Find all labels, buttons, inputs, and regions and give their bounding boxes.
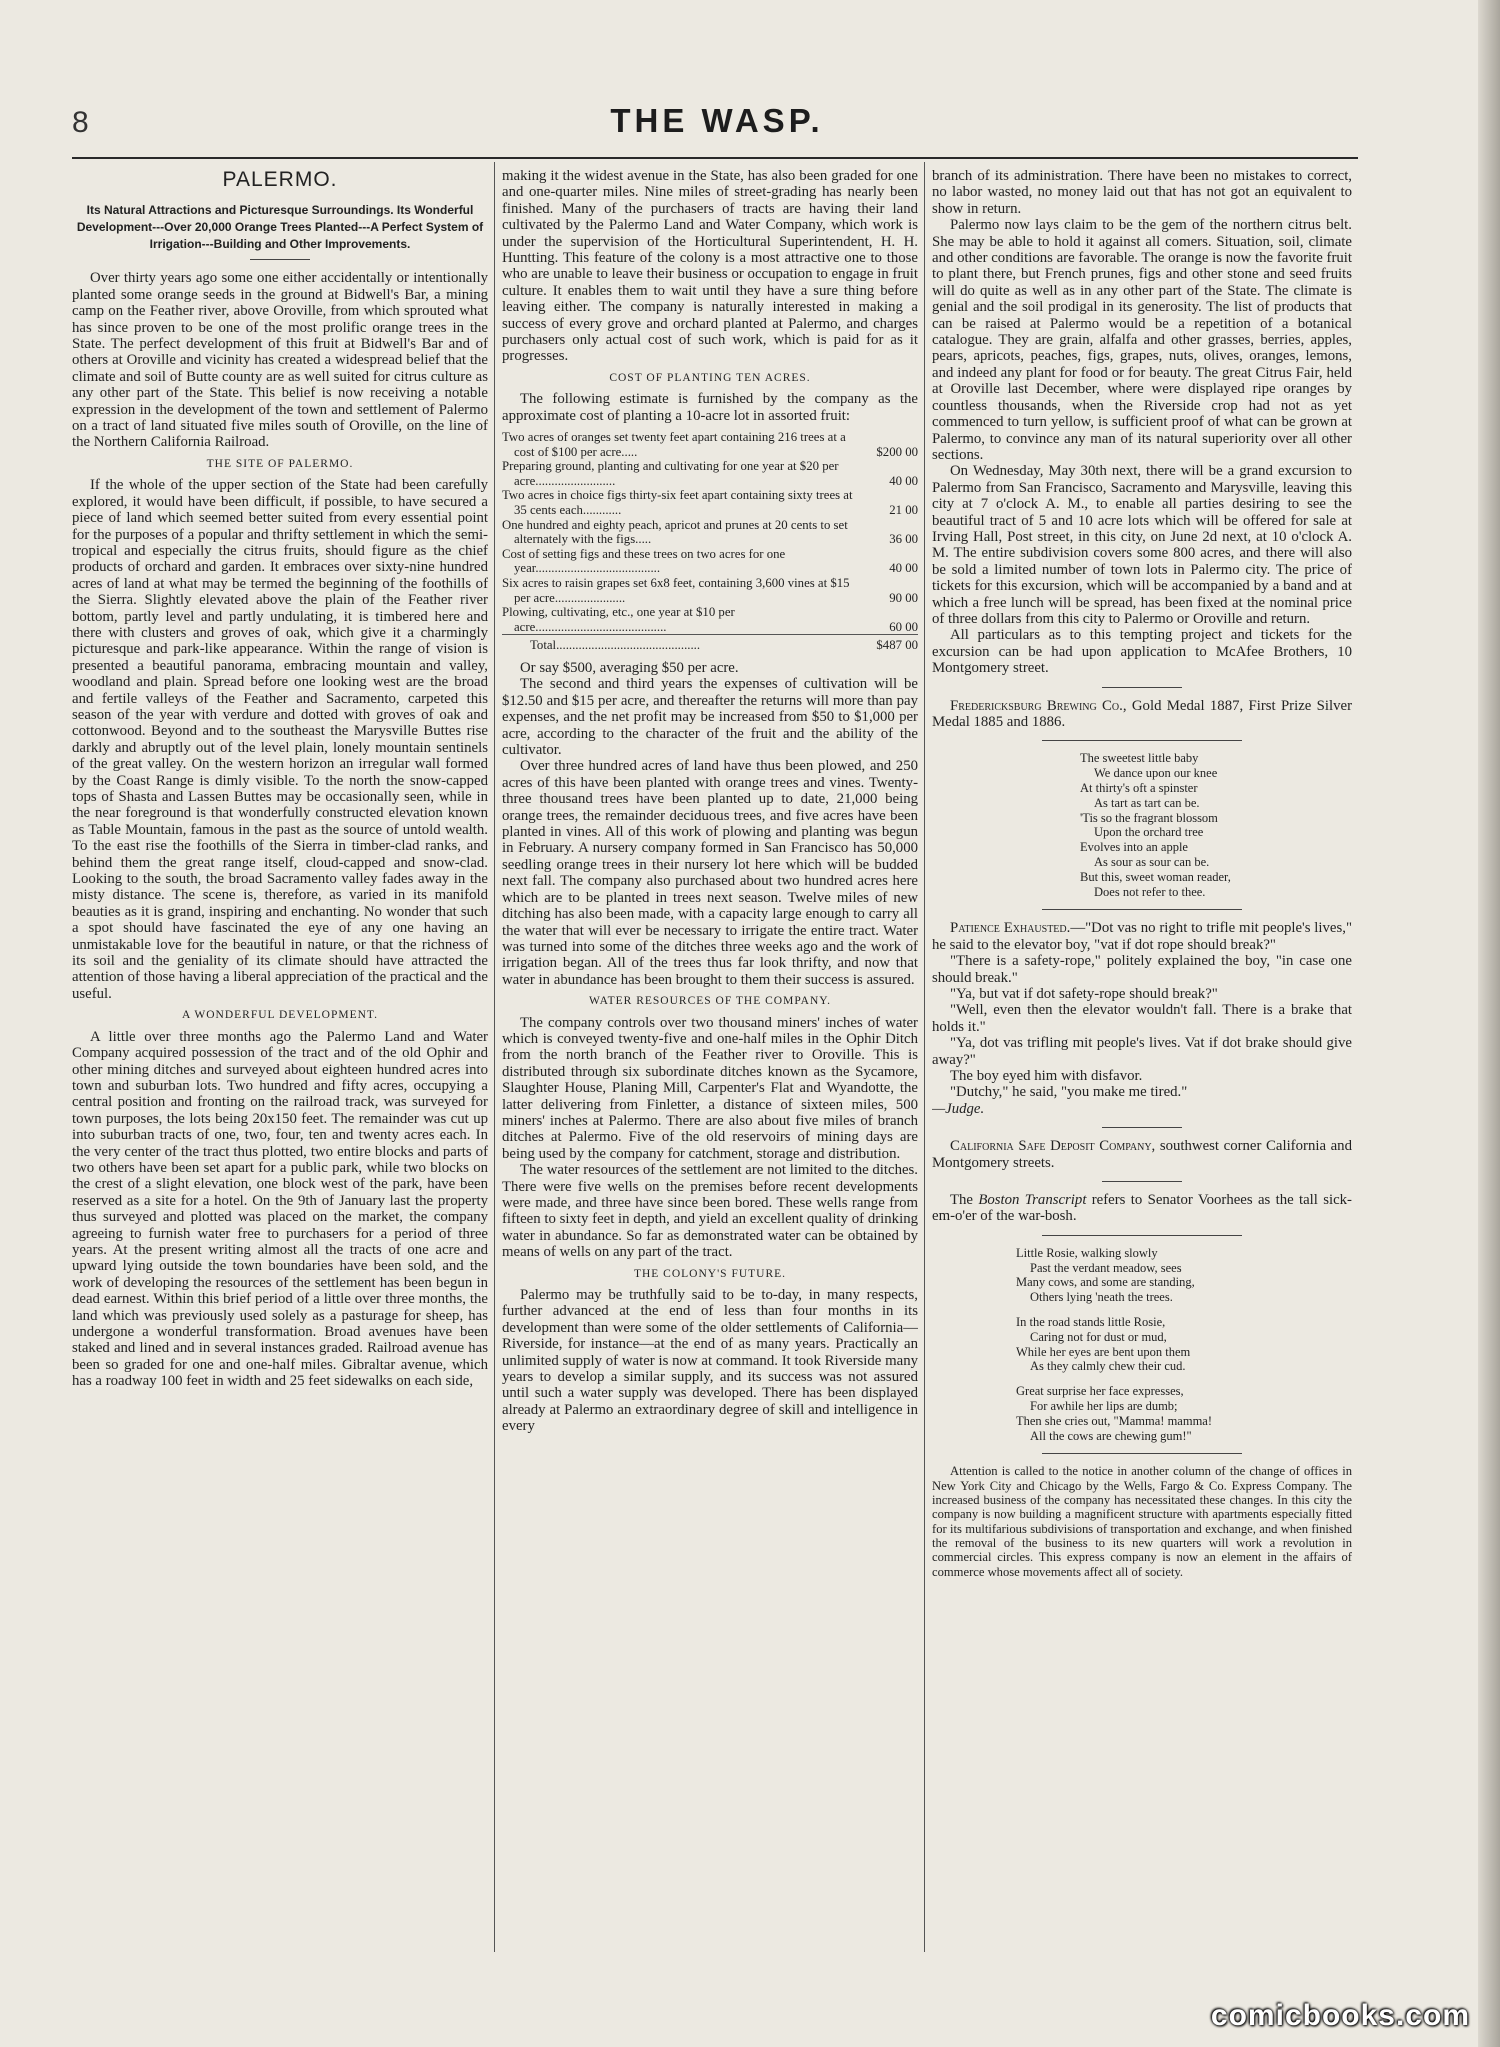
safe-deposit-notice	[932, 1138, 1352, 1171]
joke-paragraph: "Ya, dot vas trifling mit people's lives. Vat if dot brake should give away?"	[932, 1035, 1352, 1068]
poem-line: Does not refer to thee.	[1094, 884, 1206, 899]
poem-line: As tart as tart can be.	[1094, 795, 1200, 810]
cost-row	[502, 605, 918, 635]
poem-line: Past the verdant meadow, sees	[1030, 1260, 1182, 1275]
deck-rule	[250, 259, 310, 260]
poem-line: At thirty's oft a spinster	[1080, 781, 1198, 795]
subheading: THE COLONY'S FUTURE.	[633, 1267, 787, 1280]
column-divider	[494, 162, 495, 1952]
brewing-name: Fredericksburg Brewing Co.	[950, 697, 1123, 714]
cost-item: Six acres to raisin grapes set 6x8 feet, containing 3,600 vines at $15 per acre......................	[502, 576, 850, 605]
cost-item: Plowing, cultivating, etc., one year at $10 per acre.........................................	[502, 605, 735, 634]
paragraph: The second and third years the expenses of cultivation will be $12.50 and $15 per acre, and thereafter the returns will more than pay expenses, and the net profit may be increased from $50 to $1,000 per acre, according to the character of the fruit and the ability of the cultivator.	[502, 676, 918, 759]
poem-line: As sour as sour can be.	[1094, 854, 1210, 869]
joke-paragraph: The boy eyed him with disfavor.	[950, 1068, 1143, 1085]
poem-line: Little Rosie, walking slowly	[1016, 1245, 1158, 1260]
poem-line: 'Tis so the fragrant blossom	[1080, 810, 1218, 825]
cost-amount: 40 00	[889, 561, 918, 576]
joke-paragraph: "There is a safety-rope," politely explained the boy, "in case one should break."	[932, 953, 1352, 986]
safe-deposit-name: California Safe Deposit Company,	[950, 1138, 1156, 1155]
stanza-break	[1016, 1305, 1352, 1315]
boston-text: The	[950, 1192, 979, 1209]
cost-row	[502, 459, 918, 488]
poem-line: Then she cries out, "Mamma! mamma!	[1016, 1413, 1213, 1428]
column-divider	[924, 162, 925, 1952]
cost-total-row	[502, 635, 918, 656]
poem-line: For awhile her lips are dumb;	[1030, 1399, 1178, 1414]
cost-row	[502, 547, 918, 576]
poem-line: Evolves into an apple	[1080, 840, 1188, 855]
cost-total-amount: $487 00	[858, 635, 918, 656]
poem-line: Many cows, and some are standing,	[1016, 1275, 1195, 1290]
article-deck: Its Natural Attractions and Picturesque Surroundings. Its Wonderful Development---Over 20,000 Orange Trees Planted---A Perfect System of Irrigation---Building and Other Improvements.	[76, 203, 484, 252]
page-header	[72, 100, 1362, 150]
joke-paragraph: "Well, even then the elevator wouldn't fall. There is a brake that holds it."	[932, 1002, 1352, 1035]
cost-row	[502, 488, 918, 517]
cost-table	[502, 430, 918, 656]
brewing-text: , Gold Medal 1887, First Prize Silver Medal 1885 and 1886.	[932, 697, 1352, 730]
section-rule	[1042, 740, 1242, 741]
poem-line: Caring not for dust or mud,	[1030, 1329, 1167, 1344]
header-rule	[72, 157, 1358, 159]
subheading: COST OF PLANTING TEN ACRES.	[609, 371, 811, 384]
boston-paragraph	[932, 1192, 1352, 1225]
article-title: PALERMO.	[222, 168, 338, 191]
cost-item: Two acres in choice figs thirty-six feet apart containing sixty trees at 35 cents each............	[502, 488, 853, 518]
safe-deposit-text: southwest corner California and Montgomery streets.	[932, 1138, 1352, 1171]
section-rule	[1042, 909, 1242, 910]
column-1	[72, 168, 488, 1968]
cost-amount: 36 00	[889, 532, 918, 547]
brewing-notice	[932, 698, 1352, 731]
poem-rosie	[1016, 1246, 1352, 1444]
poem-line: Upon the orchard tree	[1094, 825, 1204, 840]
column-3	[932, 168, 1352, 1968]
cost-row	[502, 430, 918, 459]
joke-text: —"Dot vas no right to trifle mit people's lives," he said to the elevator boy, "vat if dot rope should break?"	[932, 920, 1352, 953]
subheading: THE SITE OF PALERMO.	[206, 457, 354, 470]
joke-title: Patience Exhausted.	[950, 920, 1071, 937]
joke-paragraph	[932, 920, 1352, 953]
paragraph: If the whole of the upper section of the State had been carefully explored, it would have been difficult, if possible, to have secured a piece of land which seemed better suited from every essential point for the purposes of a popular and thrifty settlement in which the semi-tropical and especially the citrus fruits, should figure as the chief products of orchard and garden. It embraces over sixty-nine hundred acres of land at what may be termed the beginning of the foothills of the Sierra. Slightly elevated above the plain of the Feather river bottom, partly level and partly undulating, it is timbered here and there with clusters and groves of oak, which give it a charmingly picturesque and park-like appearance. Within the range of vision is presented a beautiful panorama, embracing mountain and valley, woodland and plain. Spread before one looking west are the broad and fertile valleys of the Feather and Sacramento, carpeted this season of the year with verdure and dotted with groves of oak and cottonwood. Beyond and to the southeast the Marysville Buttes rise darkly and abruptly out of the level plain, lonely mountain sentinels of the great valley. On the western horizon an irregular wall formed by the Coast Range is dimly visible. To the north the snow-capped tops of Shasta and Lassen Buttes may be occasionally seen, while in the near foreground is that wonderfully constructed elevation known as Table Mountain, famous in the past as the source of untold wealth. To the east rise the foothills of the Sierra in timber-clad ranks, and behind them the great range itself, cloud-capped and snow-clad. Looking to the south, the broad Sacramento valley fades away in the misty distance. The scene is, therefore, as varied in its manifold beauties as it is grand, inspiring and enchanting. No wonder that such a spot should have fascinated the eye of any one having an unmistakable love for the beautiful in nature, or that the richness of its soil and the geniality of its climate should have attracted the attention of those having a liberal appreciation of the practical and the useful.	[72, 477, 488, 1002]
paragraph: Over three hundred acres of land have thus been plowed, and 250 acres of this have been planted with orange trees and vines. Twenty-three thousand trees have been planted up to date, 21,000 being orange trees, the remainder deciduous trees, and five acres have been planted in vines. All of this work of plowing and planting was begun in February. A nursery company formed in San Francisco has 50,000 seedling orange trees in their nursery lot here which will be budded next fall. The company also purchased about two hundred acres here which are to be planted in trees next season. Twelve miles of new ditching has also been made, with a capacity large enough to carry all the water that will ever be necessary to irrigate the entire tract. Water was turned into some of the ditches three weeks ago and the work of irrigation began. All of the trees thus far look thrifty, and now that water in abundance has been brought to them their success is assured.	[502, 758, 918, 988]
joke-source: —Judge.	[932, 1100, 985, 1117]
joke-paragraph: "Dutchy," he said, "you make me tired."	[950, 1084, 1188, 1101]
cost-amount: 21 00	[889, 503, 918, 518]
section-rule	[1042, 1235, 1242, 1236]
paragraph: Or say $500, averaging $50 per acre.	[520, 660, 739, 676]
poem-line: All the cows are chewing gum!"	[1030, 1428, 1192, 1443]
cost-item: Two acres of oranges set twenty feet apart containing 216 trees at a cost of $100 per acre.....	[502, 430, 846, 459]
poem-line: Great surprise her face expresses,	[1016, 1384, 1184, 1399]
masthead: THE WASP.	[610, 102, 824, 139]
subheading: A WONDERFUL DEVELOPMENT.	[182, 1009, 378, 1022]
paragraph: Over thirty years ago some one either accidentally or intentionally planted some orange seeds in the ground at Bidwell's Bar, a mining camp on the Feather river, above Oroville, from which sprouted what has since proven to be one of the most prolific orange trees in the State. The perfect development of this fruit at Bidwell's Bar and of others at Oroville and vicinity has created a widespread belief that the climate and soil of Butte county are as well suited for citrus culture as any other part of the State. This belief is now receiving a notable expression in the development of the town and settlement of Palermo on a tract of land situated five miles south of Oroville, on the line of the Northern California Railroad.	[72, 270, 488, 451]
section-rule	[1102, 687, 1182, 688]
column-2	[502, 168, 918, 1968]
paragraph: branch of its administration. There have been no mistakes to correct, no labor wasted, no money laid out that has not got an equivalent to show in return.	[932, 168, 1352, 217]
poem-line: Others lying 'neath the trees.	[1030, 1290, 1173, 1305]
poem-line: The sweetest little baby	[1080, 751, 1199, 766]
watermark: comicbooks.com	[1210, 1999, 1470, 2032]
subheading: WATER RESOURCES OF THE COMPANY.	[589, 995, 831, 1008]
section-rule	[1102, 1127, 1182, 1128]
cost-amount: $200 00	[876, 444, 918, 459]
binding-edge	[1478, 0, 1500, 2047]
cost-item: Preparing ground, planting and cultivating for one year at $20 per acre.........................	[502, 459, 839, 488]
cost-total-label: Total.............................................	[502, 635, 858, 656]
cost-row	[502, 518, 918, 547]
paragraph: making it the widest avenue in the State, has also been graded for one and one-quarter miles. Nine miles of street-grading has nearly been finished. Many of the purchasers of tracts are having their land cultivated by the Palermo Land and Water Company, which work is under the supervision of the Horticultural Superintendent, H. H. Huntting. This feature of the colony is a most attractive one to those who are unable to leave their business or occupation to engage in fruit culture. It enables them to wait until they have a sure thing before leaving either. The company is naturally interested in making a success of every grove and orchard planted at Palermo, and charges purchasers only actual cost of such work, which is paid for as it progresses.	[502, 168, 918, 365]
paragraph: The water resources of the settlement are not limited to the ditches. There were five wells on the premises before recent developments were made, and three have since been bored. These wells range from fifteen to sixty feet in depth, and yield an excellent quality of drinking water in abundance. So far as demonstrated water can be obtained by means of wells on any part of the tract.	[502, 1162, 918, 1261]
cost-amount: 90 00	[889, 590, 918, 605]
poem-line: In the road stands little Rosie,	[1016, 1315, 1166, 1330]
page-number: 8	[72, 106, 89, 139]
paragraph: Palermo may be truthfully said to be to-day, in many respects, further advanced at the end of less than four months in its development than were some of the older settlements of California—Riverside, for instance—at the end of as many years. Practically an unlimited supply of water is now at command. It took Riverside many years to develop a similar supply, and its success was not assured until such a water supply was developed. There has been displayed already at Palermo an extraordinary degree of skill and intelligence in every	[502, 1287, 918, 1435]
cost-item: Cost of setting figs and these trees on two acres for one year.......................................	[502, 546, 786, 576]
poem-line: While her eyes are bent upon them	[1016, 1344, 1191, 1359]
wells-fargo-notice: Attention is called to the notice in another column of the change of offices in New York City and Chicago by the Wells, Fargo & Co. Express Company. The increased business of the company has necessitated these changes. In this city the company is now building a magnificent structure with apartments especially fitted for its multifarious subdivisions of transportation and exchange, and when finished the removal of the business to its new quarters will work a revolution in commercial circles. This express company is now an element in the affairs of commerce whose movements affect all of society.	[932, 1464, 1352, 1579]
paragraph: On Wednesday, May 30th next, there will be a grand excursion to Palermo from San Francisco, Sacramento and Marysville, leaving this city at 7 o'clock A. M., to enable all parties desiring to see the beautiful tract of 5 and 10 acre lots which will be offered for sale at Irving Hall, Post street, in this city, on June 2d next, at 10 o'clock A. M. The entire subdivision covers some 800 acres, and there will also be sold a limited number of town lots in Palermo city. The price of tickets for this excursion, which will be accompanied by a band and at which a free lunch will be spread, has been fixed at the nominal price of three dollars from this city to Palermo or Oroville and return.	[932, 463, 1352, 627]
section-rule	[1042, 1453, 1242, 1454]
stanza-break	[1016, 1374, 1352, 1384]
paragraph: Palermo now lays claim to be the gem of the northern citrus belt. She may be able to hold it against all comers. Situation, soil, climate and other conditions are favorable. The orange is now the favorite fruit to plant there, but French prunes, figs and other stone and seed fruits will do quite as well as in any other part of the State. The climate is genial and the soil prodigal in its generosity. The list of products that can be raised at Palermo would be a repetition of a botanical catalogue. They are grain, alfalfa and other grasses, berries, apples, pears, apricots, peaches, figs, grapes, nuts, olives, oranges, lemons, and indeed any plant for food or for beauty. The great Citrus Fair, held at Oroville last December, where were displayed ripe oranges by countless thousands, when the Riverside crop had not as yet commenced to turn yellow, is sufficient proof of what can be grown at Palermo, to convince any man of its natural superiority over all other sections.	[932, 217, 1352, 463]
paragraph: A little over three months ago the Palermo Land and Water Company acquired possession of the tract and of the old Ophir and other mining ditches and surveyed about eighteen hundred acres into town and suburban lots. Two hundred and fifty acres, occupying a central position and fronting on the railroad track, was surveyed for town purposes, the lots being 20x150 feet. The remainder was cut up into suburban tracts of one, two, four, ten and twenty acres each. In the very center of the tract thus plotted, two entire blocks and parts of two others have been set apart for a public park, while two blocks on the crest of a slight elevation, one block west of the park, have been reserved as a site for a hotel. On the 9th of January last the property thus surveyed and plotted was placed on the market, the company agreeing to furnish water free to purchasers for a period of three years. At the present writing almost all the tracts of one acre and upward lying outside the town boundaries have been sold, and the work of developing the resources of the settlement has been begun in dead earnest. Within this brief period of a little over three months, the land which was previously used solely as a pasturage for sheep, has undergone a wonderful transformation. Broad avenues have been staked and lined and in several instances graded. Railroad avenue has been so graded for one and one-half miles. Gibraltar avenue, which has a roadway 100 feet in width and 25 feet sidewalks on each side,	[72, 1028, 488, 1390]
poem-line: But this, sweet woman reader,	[1080, 869, 1231, 884]
cost-row	[502, 576, 918, 605]
cost-item: One hundred and eighty peach, apricot and prunes at 20 cents to set alternately with the figs.....	[502, 517, 848, 547]
joke-paragraph: "Ya, but vat if dot safety-rope should break?"	[950, 986, 1218, 1002]
paragraph: The company controls over two thousand miners' inches of water which is conveyed twenty-five and one-half miles in the Ophir Ditch from the north branch of the Feather river to Oroville. This is distributed through six subordinate ditches known as the Sycamore, Slaughter House, Planing Mill, Carpenter's Flat and Wyandotte, the latter delivering from Finletter, a distance of sixteen miles, 500 miners' inches at Palermo. There are also about five miles of branch ditches at Palermo. Five of the old reservoirs of mining days are being used by the company for catchment, storage and distribution.	[502, 1014, 918, 1162]
boston-publication: Boston Transcript	[978, 1192, 1087, 1209]
poem-line: We dance upon our knee	[1094, 766, 1218, 781]
boston-text: refers to Senator Voorhees as the tall sick-em-o'er of the war-bosh.	[932, 1192, 1352, 1225]
paragraph: All particulars as to this tempting project and tickets for the excursion can be had upon application to McAfee Brothers, 10 Montgomery street.	[932, 627, 1352, 677]
paragraph: The following estimate is furnished by the company as the approximate cost of planting a 10-acre lot in assorted fruit:	[502, 391, 918, 424]
section-rule	[1102, 1181, 1182, 1182]
cost-amount: 60 00	[889, 619, 918, 634]
poem-line: As they calmly chew their cud.	[1030, 1359, 1186, 1374]
cost-amount: 40 00	[889, 473, 918, 488]
poem-baby	[1080, 751, 1352, 899]
